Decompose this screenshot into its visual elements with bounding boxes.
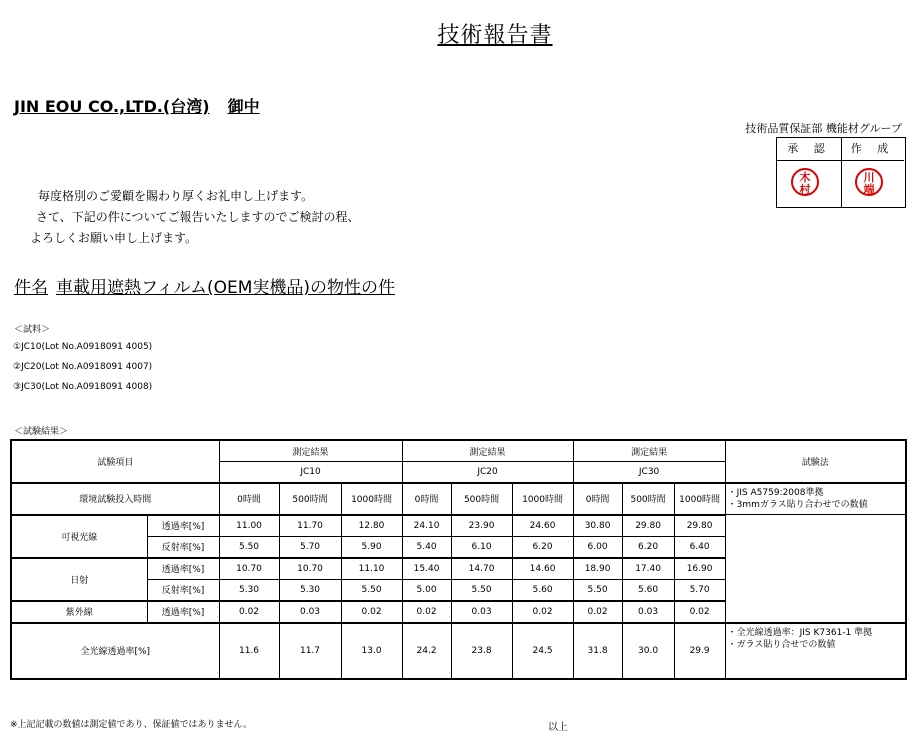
value-cell: 0.03 bbox=[279, 601, 341, 623]
approve-column bbox=[777, 138, 842, 207]
value-cell: 0.02 bbox=[402, 601, 451, 623]
approver-seal-char-1: 木 bbox=[799, 171, 811, 184]
value-cell: 15.40 bbox=[402, 558, 451, 580]
value-cell: 0.03 bbox=[451, 601, 512, 623]
metric-label: 反射率[%] bbox=[147, 579, 219, 601]
total-label: 全光線透過率[%] bbox=[11, 623, 219, 679]
sample-item: ①JC10(Lot No.A0918091 4005) bbox=[13, 342, 153, 352]
value-cell: 24.10 bbox=[402, 515, 451, 537]
greeting-line: よろしくお願い申し上げます。 bbox=[30, 231, 198, 245]
value-cell: 18.90 bbox=[573, 558, 622, 580]
recipient bbox=[14, 94, 260, 117]
method-header: 試験法 bbox=[725, 440, 906, 483]
approval-stamp-box bbox=[776, 137, 906, 208]
method-line: ・全光線透過率：JIS K7361-1 準拠 bbox=[727, 627, 873, 638]
greeting bbox=[30, 186, 360, 249]
greeting-line: 毎度格別のご愛顧を賜わり厚くお礼申し上げます。 bbox=[38, 189, 314, 203]
value-cell: 5.30 bbox=[279, 579, 341, 601]
method-line: ・3mmガラス貼り合わせでの数値 bbox=[727, 500, 868, 510]
value-cell: 14.60 bbox=[512, 558, 573, 580]
method-lower bbox=[725, 623, 906, 679]
value-cell: 11.00 bbox=[219, 515, 279, 537]
value-cell: 0.02 bbox=[573, 601, 622, 623]
disclaimer-note: ※上記記載の数値は測定値であり、保証値ではありません。 bbox=[10, 720, 253, 730]
value-cell: 0.02 bbox=[219, 601, 279, 623]
total-value: 29.9 bbox=[674, 623, 725, 679]
value-cell: 17.40 bbox=[622, 558, 674, 580]
hours-header: 0時間 bbox=[402, 483, 451, 515]
report-title: 技術報告書 bbox=[437, 23, 553, 48]
method-upper bbox=[725, 483, 906, 515]
hours-header: 500時間 bbox=[279, 483, 341, 515]
approver-seal-char-2: 村 bbox=[799, 183, 811, 196]
value-cell: 5.90 bbox=[341, 536, 402, 558]
hours-header: 0時間 bbox=[219, 483, 279, 515]
exposure-label: 環境試験投入時間 bbox=[11, 483, 219, 515]
recipient-company: JIN EOU CO.,LTD.(台湾) bbox=[14, 97, 210, 116]
sample-item: ②JC20(Lot No.A0918091 4007) bbox=[13, 362, 153, 372]
value-cell: 30.80 bbox=[573, 515, 622, 537]
value-cell: 5.00 bbox=[402, 579, 451, 601]
group-label: 日射 bbox=[11, 558, 147, 601]
results-table bbox=[10, 439, 907, 680]
total-value: 30.0 bbox=[622, 623, 674, 679]
product-header: JC30 bbox=[573, 462, 725, 484]
value-cell: 10.70 bbox=[219, 558, 279, 580]
creator-seal-char-2: 端 bbox=[863, 183, 875, 196]
value-cell: 10.70 bbox=[279, 558, 341, 580]
value-cell: 6.20 bbox=[622, 536, 674, 558]
value-cell: 29.80 bbox=[622, 515, 674, 537]
value-cell: 0.02 bbox=[341, 601, 402, 623]
value-cell: 0.03 bbox=[622, 601, 674, 623]
hours-header: 1000時間 bbox=[341, 483, 402, 515]
value-cell: 5.60 bbox=[622, 579, 674, 601]
value-cell: 5.50 bbox=[451, 579, 512, 601]
method-line: ・JIS A5759:2008準拠 bbox=[727, 488, 824, 498]
value-cell: 14.70 bbox=[451, 558, 512, 580]
closing-mark: 以上 bbox=[548, 722, 568, 733]
total-value: 23.8 bbox=[451, 623, 512, 679]
total-value: 13.0 bbox=[341, 623, 402, 679]
value-cell: 23.90 bbox=[451, 515, 512, 537]
group-label: 可視光線 bbox=[11, 515, 147, 558]
value-cell: 6.40 bbox=[674, 536, 725, 558]
value-cell: 5.70 bbox=[674, 579, 725, 601]
greeting-line: さて、下記の件についてご報告いたしますのでご検討の程、 bbox=[36, 210, 360, 224]
total-value: 31.8 bbox=[573, 623, 622, 679]
metric-label: 反射率[%] bbox=[147, 536, 219, 558]
hours-header: 500時間 bbox=[622, 483, 674, 515]
value-cell: 0.02 bbox=[512, 601, 573, 623]
product-header: JC10 bbox=[219, 462, 402, 484]
value-cell: 11.70 bbox=[279, 515, 341, 537]
product-header: JC20 bbox=[402, 462, 573, 484]
approve-label: 承 認 bbox=[777, 138, 841, 161]
value-cell: 6.00 bbox=[573, 536, 622, 558]
approver-seal-icon bbox=[791, 168, 819, 196]
metric-label: 透過率[%] bbox=[147, 558, 219, 580]
value-cell: 5.50 bbox=[573, 579, 622, 601]
hours-header: 1000時間 bbox=[674, 483, 725, 515]
value-cell: 6.10 bbox=[451, 536, 512, 558]
samples-heading: ＜試料＞ bbox=[14, 325, 51, 335]
value-cell: 11.10 bbox=[341, 558, 402, 580]
hours-header: 500時間 bbox=[451, 483, 512, 515]
value-cell: 16.90 bbox=[674, 558, 725, 580]
sample-item: ③JC30(Lot No.A0918091 4008) bbox=[13, 382, 153, 392]
hours-header: 0時間 bbox=[573, 483, 622, 515]
value-cell: 5.70 bbox=[279, 536, 341, 558]
test-item-header: 試験項目 bbox=[11, 440, 219, 483]
value-cell: 5.50 bbox=[219, 536, 279, 558]
total-value: 11.6 bbox=[219, 623, 279, 679]
value-cell: 29.80 bbox=[674, 515, 725, 537]
value-cell: 6.20 bbox=[512, 536, 573, 558]
value-cell: 24.60 bbox=[512, 515, 573, 537]
measurement-header: 測定結果 bbox=[402, 440, 573, 462]
method-line: ・ガラス貼り合せでの数値 bbox=[727, 639, 836, 650]
creator-seal-char-1: 川 bbox=[863, 171, 875, 184]
hours-header: 1000時間 bbox=[512, 483, 573, 515]
value-cell: 5.50 bbox=[341, 579, 402, 601]
group-label: 紫外線 bbox=[11, 601, 147, 623]
value-cell: 5.30 bbox=[219, 579, 279, 601]
value-cell: 5.60 bbox=[512, 579, 573, 601]
department-label: 技術品質保証部 機能材グループ bbox=[745, 122, 902, 135]
total-value: 24.5 bbox=[512, 623, 573, 679]
value-cell: 5.40 bbox=[402, 536, 451, 558]
metric-label: 透過率[%] bbox=[147, 601, 219, 623]
creator-seal-icon bbox=[855, 168, 883, 196]
subject-text: 車載用遮熱フィルム(OEM実機品)の物性の件 bbox=[56, 278, 396, 298]
results-heading: ＜試験結果＞ bbox=[14, 427, 69, 437]
recipient-suffix: 御中 bbox=[227, 97, 260, 116]
create-column bbox=[841, 138, 904, 207]
create-label: 作 成 bbox=[841, 138, 904, 161]
measurement-header: 測定結果 bbox=[573, 440, 725, 462]
value-cell: 0.02 bbox=[674, 601, 725, 623]
subject bbox=[14, 273, 395, 298]
total-value: 24.2 bbox=[402, 623, 451, 679]
metric-label: 透過率[%] bbox=[147, 515, 219, 537]
value-cell: 12.80 bbox=[341, 515, 402, 537]
total-value: 11.7 bbox=[279, 623, 341, 679]
subject-label: 件名 bbox=[14, 278, 48, 298]
measurement-header: 測定結果 bbox=[219, 440, 402, 462]
